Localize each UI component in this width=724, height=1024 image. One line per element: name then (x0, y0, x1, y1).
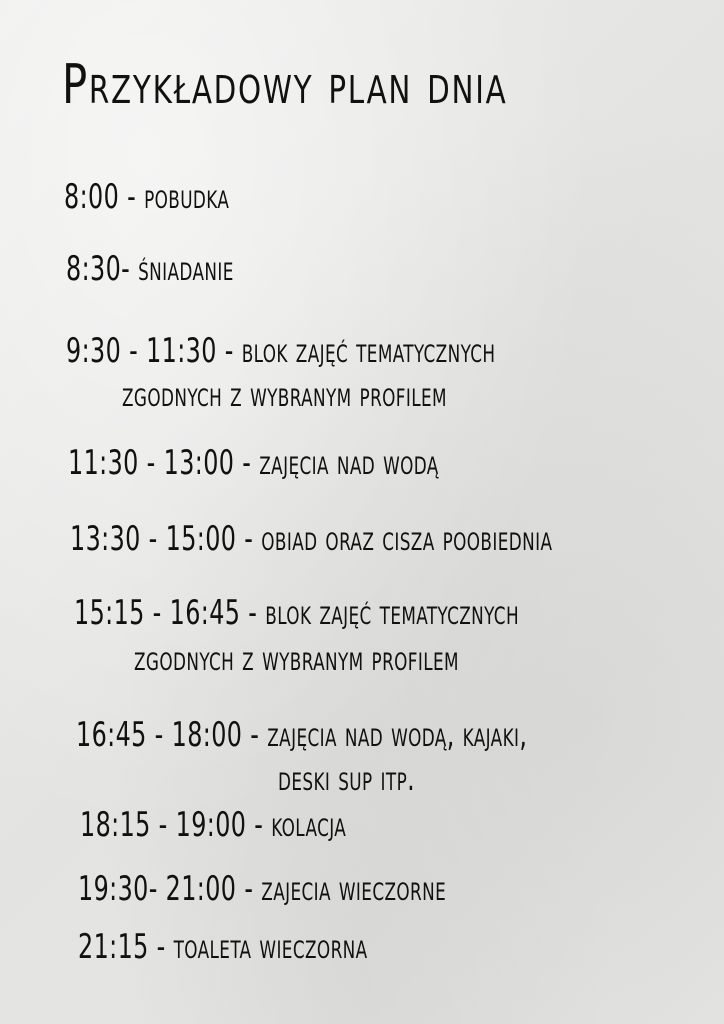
schedule-item-morning-block-continuation: zgodnych z wybranym profilem (122, 375, 447, 415)
page-title: Przykładowy plan dnia (62, 53, 508, 116)
schedule-item-water-activities: 11:30 - 13:00 - zajęcia nad wodą (68, 443, 439, 483)
schedule-item-dinner: 18:15 - 19:00 - kolacja (80, 805, 347, 845)
schedule-item-breakfast: 8:30- śniadanie (66, 249, 234, 289)
schedule-item-water-kayaks: 16:45 - 18:00 - zajęcia nad wodą, kajaki, (76, 715, 528, 755)
schedule-item-afternoon-block: 15:15 - 16:45 - blok zajęć tematycznych (74, 593, 520, 633)
schedule-item-evening-hygiene: 21:15 - toaleta wieczorna (78, 927, 368, 967)
schedule-item-afternoon-block-continuation: zgodnych z wybranym profilem (134, 639, 459, 679)
schedule-item-morning-block: 9:30 - 11:30 - blok zajęć tematycznych (66, 331, 496, 371)
schedule-item-wakeup: 8:00 - pobudka (64, 177, 230, 217)
schedule-item-evening-activities: 19:30- 21:00 - zajecia wieczorne (78, 869, 447, 909)
schedule-item-lunch: 13:30 - 15:00 - obiad oraz cisza poobiednia (70, 519, 553, 559)
schedule-item-water-kayaks-continuation: deski sup itp. (278, 759, 416, 799)
